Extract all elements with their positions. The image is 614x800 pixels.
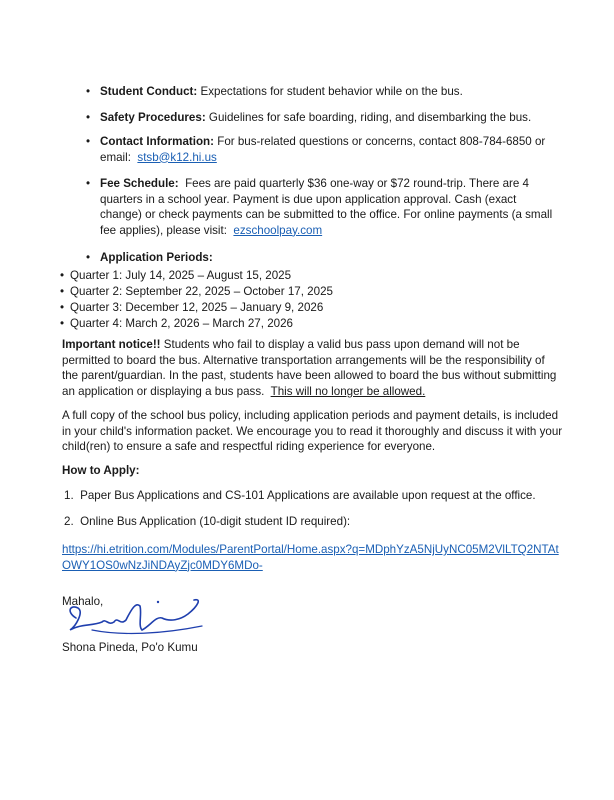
bullet-safety-procedures xyxy=(86,110,562,126)
bullet-label: Contact Information: xyxy=(100,135,214,148)
quarter-text: Quarter 2: September 22, 2025 – October 17, 2025 xyxy=(70,285,333,298)
bullet-student-conduct xyxy=(86,84,562,100)
signer-name: Shona Pineda, Po'o Kumu xyxy=(62,641,198,654)
notice-line-4: an application or displaying a bus pass. xyxy=(62,384,265,398)
bullet-dot: • xyxy=(86,251,91,264)
ezschoolpay-link[interactable]: ezschoolpay.com xyxy=(233,223,323,237)
url-line-1[interactable]: https://hi.etrition.com/Modules/ParentPortal/Home.aspx?q=MDphYzA5NjUyNC05M2VlLTQ2NTAt xyxy=(62,543,559,556)
fee-line-2: quarters in a school year. Payment is due upon application approval. Cash (exact xyxy=(100,192,517,206)
policy-line-1: A full copy of the school bus policy, including application periods and payment details, is included xyxy=(62,409,559,422)
step-text: Online Bus Application (10-digit student ID required): xyxy=(80,515,351,528)
how-to-apply-heading: How to Apply: xyxy=(62,464,140,477)
online-application-link[interactable] xyxy=(62,542,572,573)
bullet-text: Guidelines for safe boarding, riding, and disembarking the bus. xyxy=(208,111,532,124)
bullet-text: Expectations for student behavior while on the bus. xyxy=(200,85,463,98)
bullet-dot: • xyxy=(86,111,91,124)
bullet-label: Fee Schedule: xyxy=(100,177,179,190)
closing: Mahalo, xyxy=(62,595,104,608)
bullet-dot: • xyxy=(60,285,65,298)
bullet-dot: • xyxy=(86,85,91,98)
bullet-dot: • xyxy=(60,269,65,282)
quarter-item xyxy=(60,316,460,332)
bullet-contact-information xyxy=(86,134,562,165)
bullet-dot: • xyxy=(60,317,65,330)
bullet-label: Student Conduct: xyxy=(100,85,198,98)
bullet-fee-schedule xyxy=(86,176,562,238)
step-number: 1. xyxy=(64,489,74,502)
apply-step-1 xyxy=(64,488,564,504)
url-line-2[interactable]: OWY1OS0wNzJiNDAyZjc0MDY6MDo- xyxy=(62,558,263,572)
email-link[interactable]: stsb@k12.hi.us xyxy=(137,150,217,164)
bullet-label: Safety Procedures: xyxy=(100,111,206,124)
policy-line-3: child(ren) to ensure a safe and respectful riding experience for everyone. xyxy=(62,440,436,454)
bullet-dot: • xyxy=(60,301,65,314)
bullet-application-periods xyxy=(86,250,562,266)
quarter-text: Quarter 4: March 2, 2026 – March 27, 2026 xyxy=(70,317,293,330)
quarter-text: Quarter 1: July 14, 2025 – August 15, 2025 xyxy=(70,269,292,282)
notice-line-3: the parent/guardian. In the past, students have been allowed to board the bus without submitting xyxy=(62,369,557,383)
quarter-item xyxy=(60,284,460,300)
notice-label: Important notice!! xyxy=(62,338,161,351)
policy-line-2: in your child's information packet. We encourage you to read it thoroughly and discuss it with your xyxy=(62,424,563,438)
notice-line-2: permitted to board the bus. Alternative transportation arrangements will be the responsibility of xyxy=(62,353,545,367)
bullet-dot: • xyxy=(86,135,91,148)
step-number: 2. xyxy=(64,515,74,528)
apply-step-2 xyxy=(64,514,564,530)
notice-line-1: Students who fail to display a valid bus pass upon demand will not be xyxy=(163,338,520,351)
fee-line-3: change) or check payments can be submitted to the office. For online payments (a small xyxy=(100,208,553,222)
quarter-item xyxy=(60,268,460,284)
fee-line-4: fee applies), please visit: xyxy=(100,223,227,237)
quarter-item xyxy=(60,300,460,316)
fee-line-1: Fees are paid quarterly $36 one-way or $72 round-trip. There are 4 xyxy=(185,177,529,190)
bullet-dot: • xyxy=(86,177,91,190)
important-notice xyxy=(62,337,572,399)
notice-underlined: This will no longer be allowed. xyxy=(270,384,426,398)
email-label: email: xyxy=(100,150,131,164)
step-text: Paper Bus Applications and CS-101 Applications are available upon request at the office. xyxy=(80,489,536,502)
bullet-text: For bus-related questions or concerns, contact 808-784-6850 or xyxy=(217,135,546,148)
quarter-text: Quarter 3: December 12, 2025 – January 9, 2026 xyxy=(70,301,324,314)
signature-icon xyxy=(62,596,212,640)
bullet-label: Application Periods: xyxy=(100,251,213,264)
policy-paragraph xyxy=(62,408,572,455)
